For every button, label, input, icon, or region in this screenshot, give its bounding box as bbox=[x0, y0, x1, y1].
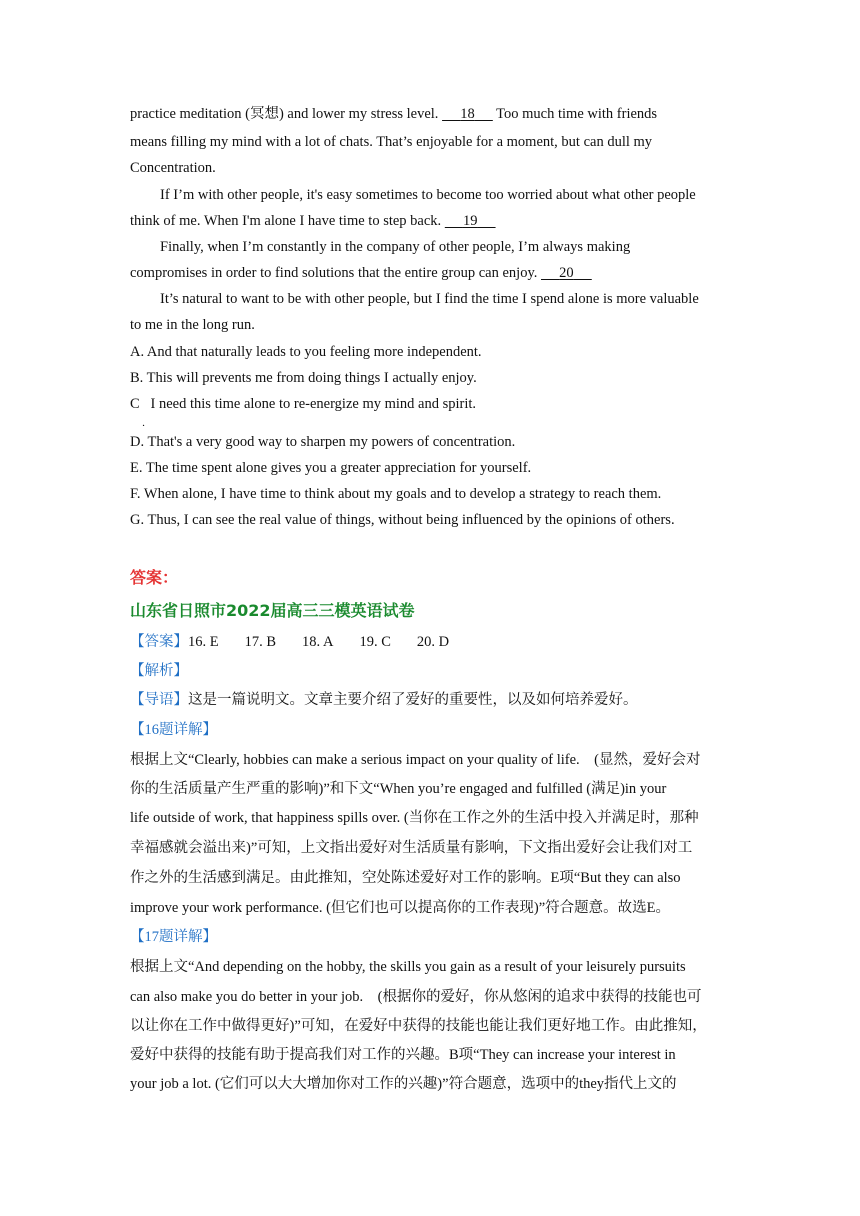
q16-line: life outside of work, that happiness spills over. (当你在工作之外的生活中投入并满足时，那种 bbox=[130, 810, 699, 826]
option-c: C I need this time alone to re-energize my mind and spirit. bbox=[130, 396, 477, 412]
passage-text: Too much time with friends bbox=[492, 106, 658, 122]
passage-line-6: Finally, when I’m constantly in the company of other people, I’m always making bbox=[160, 239, 631, 255]
answer-item: 17. B bbox=[244, 634, 277, 650]
passage-line-9: to me in the long run. bbox=[130, 317, 255, 333]
q16-line: 根据上文“Clearly, hobbies can make a serious impact on your quality of life. (显然，爱好会对 bbox=[130, 752, 701, 768]
q16-line: improve your work performance. (但它们也可以提高你的工作表现)”符合题意。故选E。 bbox=[130, 900, 671, 916]
option-f: F. When alone, I have time to think about my goals and to develop a strategy to reach them. bbox=[130, 486, 662, 502]
analysis-label: 【解析】 bbox=[130, 663, 188, 679]
answer-line bbox=[130, 632, 449, 652]
option-g: G. Thus, I can see the real value of things, without being influenced by the opinions of others. bbox=[130, 512, 675, 528]
q17-line: 以让你在工作中做得更好)”可知，在爱好中获得的技能也能让我们更好地工作。由此推知， bbox=[130, 1018, 707, 1034]
q17-line: your job a lot. (它们可以大大增加你对工作的兴趣)”符合题意，选项中的they指代上文的 bbox=[130, 1076, 677, 1092]
answer-item: 18. A bbox=[302, 634, 334, 650]
q16-label: 【16题详解】 bbox=[130, 722, 217, 738]
q17-line: 爱好中获得的技能有助于提高我们对工作的兴趣。B项“They can increase your interest in bbox=[130, 1047, 676, 1063]
option-a: A. And that naturally leads to you feeling more independent. bbox=[130, 344, 482, 360]
passage-line-5 bbox=[130, 211, 496, 231]
passage-line-8: It’s natural to want to be with other people, but I find the time I spend alone is more valuable bbox=[160, 291, 699, 307]
option-e: E. The time spent alone gives you a greater appreciation for yourself. bbox=[130, 460, 532, 476]
intro-text: 这是一篇说明文。文章主要介绍了爱好的重要性，以及如何培养爱好。 bbox=[188, 692, 638, 708]
option-c-dot: ． bbox=[142, 418, 152, 429]
blank-20 bbox=[541, 263, 592, 283]
passage-line-1 bbox=[130, 104, 657, 124]
passage-line-4: If I’m with other people, it's easy sometimes to become too worried about what other people bbox=[160, 187, 696, 203]
passage-line-2: means filling my mind with a lot of chats. That’s enjoyable for a moment, but can dull my bbox=[130, 134, 653, 150]
blank-18-number: 18 bbox=[460, 106, 475, 122]
answer-label: 【答案】 bbox=[130, 634, 188, 650]
blank-19 bbox=[445, 211, 496, 231]
intro-label: 【导语】 bbox=[130, 692, 188, 708]
q17-line: can also make you do better in your job. (根据你的爱好，你从悠闲的追求中获得的技能也可 bbox=[130, 989, 702, 1005]
answer-item: 20. D bbox=[416, 634, 450, 650]
source-title: 山东省日照市2022届高三三模英语试卷 bbox=[130, 601, 415, 620]
option-d: D. That's a very good way to sharpen my powers of concentration. bbox=[130, 434, 516, 450]
blank-20-number: 20 bbox=[559, 265, 574, 281]
q16-line: 作之外的生活感到满足。由此推知，空处陈述爱好对工作的影响。E项“But they can also bbox=[130, 870, 681, 886]
answer-heading: 答案： bbox=[130, 568, 179, 587]
passage-line-3: Concentration. bbox=[130, 160, 216, 176]
passage-text: think of me. When I'm alone I have time to step back. bbox=[130, 213, 445, 229]
passage-text: practice meditation (冥想) and lower my stress level. bbox=[130, 106, 443, 122]
passage-line-7 bbox=[130, 263, 592, 283]
q17-label: 【17题详解】 bbox=[130, 929, 217, 945]
answer-item: 19. C bbox=[359, 634, 391, 650]
q16-line: 你的生活质量产生严重的影响)”和下文“When you’re engaged and fulfilled (满足)in your bbox=[130, 781, 667, 797]
passage-text: compromises in order to find solutions that the entire group can enjoy. bbox=[130, 265, 542, 281]
intro-line bbox=[130, 690, 638, 710]
blank-18 bbox=[442, 104, 493, 124]
q17-line: 根据上文“And depending on the hobby, the skills you gain as a result of your leisurely pursuits bbox=[130, 959, 686, 975]
option-b: B. This will prevents me from doing things I actually enjoy. bbox=[130, 370, 477, 386]
q16-line: 幸福感就会溢出来)”可知，上文指出爱好对生活质量有影响，下文指出爱好会让我们对工 bbox=[130, 840, 693, 856]
answer-item: 16. E bbox=[188, 634, 219, 650]
blank-19-number: 19 bbox=[462, 213, 478, 229]
